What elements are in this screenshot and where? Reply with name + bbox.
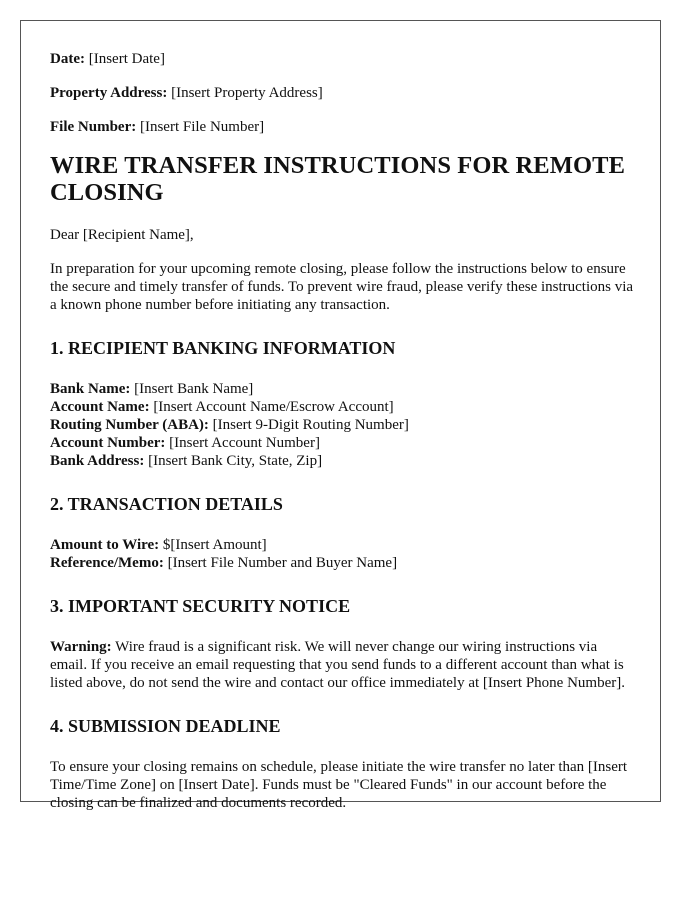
reference-line [50, 554, 636, 572]
deadline-paragraph: To ensure your closing remains on schedule, please initiate the wire transfer no later than [Insert Time/Time Zone] on [Insert Date]. Funds must be "Cleared Funds" in our account before the closing can be finalized and documents recorded. [50, 759, 628, 811]
bank-address-value: [Insert Bank City, State, Zip] [148, 453, 323, 469]
section-transaction-details-heading: 2. TRANSACTION DETAILS [50, 494, 283, 514]
property-address-value: [Insert Property Address] [171, 85, 323, 101]
account-name-value: [Insert Account Name/Escrow Account] [153, 399, 394, 415]
reference-label: Reference/Memo: [50, 555, 164, 571]
warning-text: Wire fraud is a significant risk. We will never change our wiring instructions via email. If you receive an email requesting that you send funds to a different account than what is listed above, do not send the wire and contact our office immediately at [Insert Phone Number]. [50, 639, 625, 691]
security-warning-paragraph [50, 638, 636, 692]
warning-label: Warning: [50, 639, 112, 655]
banking-info-block [50, 380, 636, 470]
document-content [50, 50, 636, 828]
bank-name-value: [Insert Bank Name] [134, 381, 254, 397]
account-name-label: Account Name: [50, 399, 150, 415]
bank-address-line [50, 452, 636, 470]
bank-address-label: Bank Address: [50, 453, 145, 469]
account-number-label: Account Number: [50, 435, 166, 451]
amount-label: Amount to Wire: [50, 537, 160, 553]
document-page [20, 20, 661, 811]
file-number-label: File Number: [50, 119, 137, 135]
greeting: Dear [Recipient Name], [50, 227, 194, 243]
date-value: [Insert Date] [88, 51, 165, 67]
file-number-line [50, 118, 636, 136]
bank-name-line [50, 380, 636, 398]
routing-number-line [50, 416, 636, 434]
amount-line [50, 536, 636, 554]
property-address-line [50, 84, 636, 102]
property-address-label: Property Address: [50, 85, 168, 101]
intro-paragraph: In preparation for your upcoming remote closing, please follow the instructions below to ensure the secure and timely transfer of funds. To prevent wire fraud, please verify these instructions via a known phone number before initiating any transaction. [50, 261, 634, 313]
amount-value: $[Insert Amount] [162, 537, 267, 553]
bank-name-label: Bank Name: [50, 381, 131, 397]
transaction-details-block [50, 536, 636, 572]
routing-number-label: Routing Number (ABA): [50, 417, 209, 433]
section-submission-deadline-heading: 4. SUBMISSION DEADLINE [50, 716, 281, 736]
routing-number-value: [Insert 9-Digit Routing Number] [212, 417, 409, 433]
date-line [50, 50, 636, 68]
document-title: WIRE TRANSFER INSTRUCTIONS FOR REMOTE CLOSING [50, 152, 626, 206]
file-number-value: [Insert File Number] [139, 119, 265, 135]
reference-value: [Insert File Number and Buyer Name] [167, 555, 398, 571]
account-name-line [50, 398, 636, 416]
date-label: Date: [50, 51, 85, 67]
account-number-value: [Insert Account Number] [169, 435, 320, 451]
account-number-line [50, 434, 636, 452]
section-security-notice-heading: 3. IMPORTANT SECURITY NOTICE [50, 596, 351, 616]
section-recipient-banking-heading: 1. RECIPIENT BANKING INFORMATION [50, 338, 396, 358]
